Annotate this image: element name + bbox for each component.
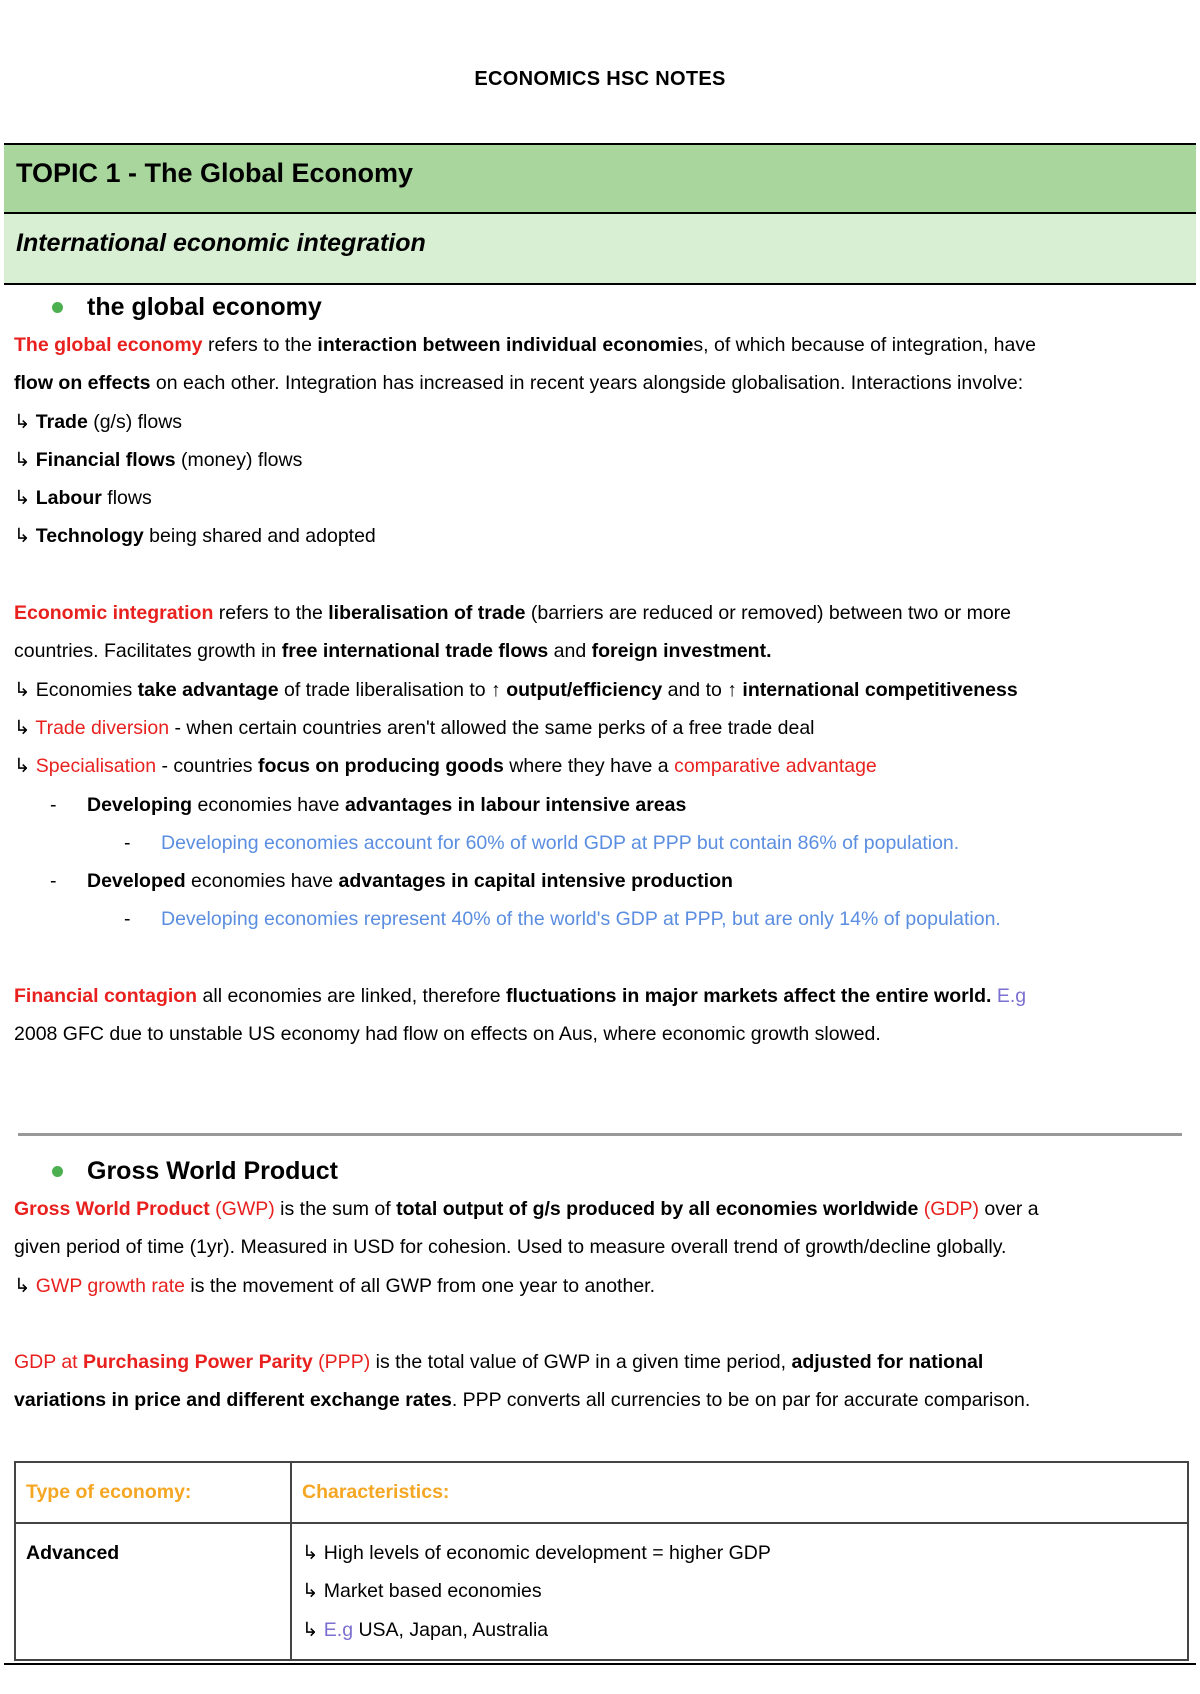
paragraph-line: flow on effects on each other. Integration has increased in recent years alongside globalisation. Interactions involve: bbox=[14, 372, 1024, 395]
sub-sub-list-item: - Developing economies account for 60% of world GDP at PPP but contain 86% of population. bbox=[14, 824, 1189, 862]
paragraph-line: Financial contagion all economies are linked, therefore fluctuations in major markets affect the entire world. E.g bbox=[14, 985, 1027, 1008]
subtopic-title: International economic integration bbox=[16, 229, 426, 257]
sub-sub-list-item: - Developing economies represent 40% of the world's GDP at PPP, but are only 14% of population. bbox=[14, 900, 1189, 938]
arrow-icon: ↳ bbox=[14, 448, 36, 471]
section-heading: Gross World Product bbox=[14, 1152, 1189, 1190]
section-divider bbox=[18, 1133, 1182, 1136]
document-title: ECONOMICS HSC NOTES bbox=[474, 68, 726, 90]
list-item: ↳ Financial flows (money) flows bbox=[14, 448, 303, 471]
dash-bullet: - bbox=[124, 831, 131, 854]
list-item: ↳ Trade (g/s) flows bbox=[14, 410, 183, 433]
page-bottom-rule bbox=[4, 1663, 1196, 1665]
arrow-icon: ↳ bbox=[302, 1541, 324, 1564]
arrow-icon: ↳ bbox=[14, 678, 36, 701]
arrow-icon: ↳ bbox=[302, 1580, 324, 1602]
arrow-icon: ↳ bbox=[14, 1274, 36, 1297]
list-item: ↳ Economies take advantage of trade liberalisation to ↑ output/efficiency and to ↑ international competitiveness bbox=[14, 678, 1018, 701]
list-item: ↳ GWP growth rate is the movement of all GWP from one year to another. bbox=[14, 1274, 655, 1297]
table-cell: Advanced bbox=[15, 1523, 291, 1661]
paragraph-line: countries. Facilitates growth in free international trade flows and foreign investment. bbox=[14, 640, 772, 663]
bullet-icon bbox=[52, 1166, 63, 1177]
paragraph-line: The global economy refers to the interaction between individual economies, of which because of integration, have bbox=[14, 334, 1036, 356]
arrow-icon: ↳ bbox=[14, 525, 36, 548]
paragraph-line: Economic integration refers to the liberalisation of trade (barriers are reduced or removed) between two or more bbox=[14, 602, 1012, 625]
paragraph-line: Gross World Product (GWP) is the sum of total output of g/s produced by all economies worldwide (GDP) over a bbox=[14, 1198, 1039, 1220]
paragraph-line: variations in price and different exchange rates. PPP converts all currencies to be on par for accurate comparison. bbox=[14, 1389, 1031, 1412]
table-row bbox=[15, 1523, 1188, 1661]
subtopic-header bbox=[4, 214, 1196, 285]
sub-list-item: - Developed economies have advantages in capital intensive production bbox=[14, 862, 1189, 900]
paragraph-line: 2008 GFC due to unstable US economy had flow on effects on Aus, where economic growth slowed. bbox=[14, 1023, 881, 1046]
paragraph-line: GDP at Purchasing Power Parity (PPP) is the total value of GWP in a given time period, adjusted for national bbox=[14, 1351, 984, 1374]
list-item: ↳ Trade diversion - when certain countries aren't allowed the same perks of a free trade deal bbox=[14, 716, 815, 739]
table-header-cell: Characteristics: bbox=[291, 1462, 1188, 1523]
dash-bullet: - bbox=[124, 908, 131, 931]
table-cell: ↳ High levels of economic development = higher GDP ↳ Market based economies ↳ E.g USA, Japan, Australia bbox=[291, 1523, 1188, 1661]
topic-header bbox=[4, 143, 1196, 214]
list-item: ↳ Labour flows bbox=[14, 487, 152, 510]
sub-list-item: - Developing economies have advantages in labour intensive areas bbox=[14, 786, 1189, 824]
arrow-icon: ↳ bbox=[14, 487, 36, 510]
economy-types-table bbox=[14, 1461, 1189, 1661]
arrow-icon: ↳ bbox=[14, 410, 36, 433]
section-global-economy bbox=[14, 288, 1189, 1054]
dash-bullet: - bbox=[50, 870, 57, 893]
topic-title: TOPIC 1 - The Global Economy bbox=[16, 158, 414, 188]
paragraph-line: given period of time (1yr). Measured in USD for cohesion. Used to measure overall trend of growth/decline globally. bbox=[14, 1236, 1007, 1259]
arrow-icon: ↳ bbox=[302, 1618, 324, 1641]
table-header-row bbox=[15, 1462, 1188, 1523]
bullet-icon bbox=[52, 302, 63, 313]
list-item: ↳ Specialisation - countries focus on producing goods where they have a comparative advantage bbox=[14, 755, 877, 778]
arrow-icon: ↳ bbox=[14, 755, 36, 778]
section-gross-world-product bbox=[14, 1152, 1189, 1420]
arrow-icon: ↳ bbox=[14, 716, 36, 739]
table-header-cell: Type of economy: bbox=[15, 1462, 291, 1523]
section-heading: the global economy bbox=[14, 288, 1189, 326]
dash-bullet: - bbox=[50, 793, 57, 816]
list-item: ↳ Technology being shared and adopted bbox=[14, 525, 376, 548]
